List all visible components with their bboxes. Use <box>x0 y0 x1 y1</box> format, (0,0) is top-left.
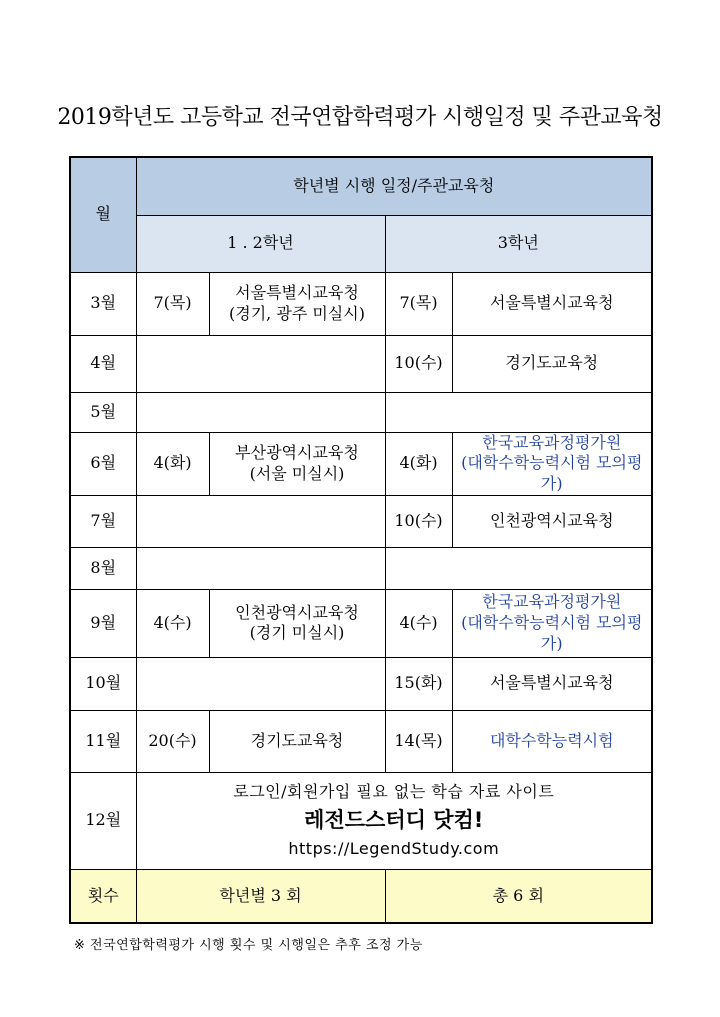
month-header: 월 <box>70 157 136 272</box>
grade3-date: 4(수) <box>385 589 452 657</box>
grade12-org-line2: (서울 미실시) <box>249 463 345 483</box>
table-row <box>70 772 652 869</box>
table-row <box>70 272 652 335</box>
grade3-date: 10(수) <box>385 495 452 547</box>
grade12-date: 7(목) <box>136 272 209 335</box>
grade3-org: 인천광역시교육청 <box>452 495 652 547</box>
grade3-org: 대학수학능력시험 <box>452 710 652 772</box>
grade3-org <box>452 589 652 657</box>
promo-url[interactable]: https://LegendStudy.com <box>288 838 500 858</box>
grade3-date: 14(목) <box>385 710 452 772</box>
schedule-table <box>69 156 653 924</box>
grade12-count: 학년별 3 회 <box>136 869 385 923</box>
promo-tagline: 로그인/회원가입 필요 없는 학습 자료 사이트 <box>233 782 555 802</box>
grade3-count: 총 6 회 <box>385 869 652 923</box>
grade12-org-line1: 서울특별시교육청 <box>235 282 359 302</box>
footnote: ※ 전국연합학력평가 시행 횟수 및 시행일은 추후 조정 가능 <box>74 938 423 953</box>
schedule-header: 학년별 시행 일정/주관교육청 <box>136 157 652 215</box>
grade3-date: 10(수) <box>385 335 452 392</box>
grade12-org: 경기도교육청 <box>209 710 385 772</box>
grade12-org-line2: (경기 미실시) <box>249 623 345 643</box>
grade12-date: 4(화) <box>136 432 209 495</box>
grade3-org <box>452 432 652 495</box>
grade12-empty <box>136 657 385 710</box>
grade12-empty <box>136 335 385 392</box>
count-row <box>70 869 652 923</box>
grade3-date: 4(화) <box>385 432 452 495</box>
grade12-empty <box>136 392 385 432</box>
table-row <box>70 495 652 547</box>
promo-site-name: 레전드스터디 닷컴! <box>304 808 484 833</box>
grade3-empty <box>385 392 652 432</box>
month-cell: 8월 <box>70 547 136 589</box>
table-row <box>70 589 652 657</box>
grade3-empty <box>385 547 652 589</box>
grade3-org-line1: 한국교육과정평가원 <box>482 432 622 452</box>
grade12-date: 4(수) <box>136 589 209 657</box>
grade3-date: 15(화) <box>385 657 452 710</box>
grade12-org-line1: 부산광역시교육청 <box>235 442 359 462</box>
grade12-org <box>209 589 385 657</box>
table-row <box>70 657 652 710</box>
month-cell: 5월 <box>70 392 136 432</box>
month-cell: 11월 <box>70 710 136 772</box>
grade12-empty <box>136 547 385 589</box>
grade12-org-line1: 인천광역시교육청 <box>235 602 359 622</box>
month-cell: 12월 <box>70 772 136 869</box>
grade12-date: 20(수) <box>136 710 209 772</box>
table-row <box>70 710 652 772</box>
month-cell: 9월 <box>70 589 136 657</box>
grade3-header: 3학년 <box>385 215 652 272</box>
table-row <box>70 432 652 495</box>
grade12-empty <box>136 495 385 547</box>
grade12-org-line2: (경기, 광주 미실시) <box>229 303 365 323</box>
grade12-org <box>209 432 385 495</box>
month-cell: 3월 <box>70 272 136 335</box>
table-row <box>70 547 652 589</box>
count-label: 횟수 <box>70 869 136 923</box>
month-cell: 10월 <box>70 657 136 710</box>
month-cell: 4월 <box>70 335 136 392</box>
month-cell: 7월 <box>70 495 136 547</box>
grade12-header: 1 . 2학년 <box>136 215 385 272</box>
grade3-org-line2: (대학수학능력시험 모의평가) <box>461 612 643 653</box>
grade3-date: 7(목) <box>385 272 452 335</box>
grade12-org <box>209 272 385 335</box>
table-row <box>70 392 652 432</box>
grade3-org: 서울특별시교육청 <box>452 657 652 710</box>
grade3-org: 서울특별시교육청 <box>452 272 652 335</box>
grade3-org: 경기도교육청 <box>452 335 652 392</box>
table-row <box>70 335 652 392</box>
promo-cell <box>136 772 652 869</box>
page-title: 2019학년도 고등학교 전국연합학력평가 시행일정 및 주관교육청 <box>57 105 663 130</box>
grade3-org-line1: 한국교육과정평가원 <box>482 592 622 612</box>
month-cell: 6월 <box>70 432 136 495</box>
grade3-org-line2: (대학수학능력시험 모의평가) <box>461 453 643 494</box>
